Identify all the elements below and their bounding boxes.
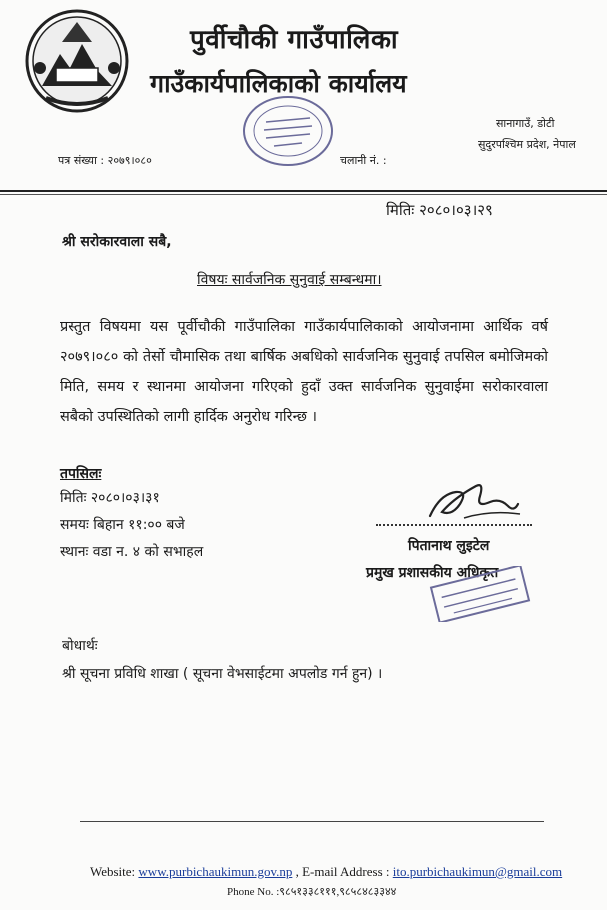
- website-label: Website:: [90, 864, 136, 879]
- signatory-name: पितानाथ लुइटेल: [408, 538, 490, 554]
- address-line-1: सानागाउँ, डोटी: [496, 117, 555, 130]
- signature-icon: [420, 474, 525, 524]
- dispatch-number: चलानी नं. :: [340, 154, 387, 167]
- footer-contact: [90, 864, 562, 880]
- signatory-designation: प्रमुख प्रशासकीय अधिकृत: [366, 565, 499, 581]
- cc-heading: बोधार्थः: [62, 638, 98, 654]
- email-label: , E-mail Address :: [295, 864, 390, 879]
- details-venue: स्थानः वडा न. ४ को सभाहल: [60, 544, 204, 560]
- address-line-2: सुदुरपश्चिम प्रदेश, नेपाल: [478, 138, 576, 151]
- municipality-title: पुर्वीचौकी गाउँपालिका: [190, 25, 399, 55]
- details-date: मितिः २०८०।०३।३१: [60, 490, 160, 506]
- footer-phone: Phone No. :९८५१३३८१११,९८५८४८३३४४: [227, 886, 397, 898]
- email-link[interactable]: ito.purbichaukimun@gmail.com: [392, 864, 563, 879]
- letter-subject: विषयः सार्वजनिक सुनुवाई सम्बन्धमा।: [197, 272, 382, 288]
- footer-divider: [80, 821, 544, 822]
- nepal-emblem-icon: [22, 6, 132, 116]
- reference-number: पत्र संख्या : २०७९।०८०: [58, 154, 152, 167]
- letter-body: प्रस्तुत विषयमा यस पूर्वीचौकी गाउँपालिका गाउँकार्यपालिकाको आयोजनामा आर्थिक वर्ष २०७९।०८० को तेर्सो चौमासिक तथा बार्षिक अबधिको सार्वजनिक सुनुवाई तपसिल बमोजिमको मिति, समय र स्थानमा आयोजना गरिएको हुदाँ उक्त सार्वजनिक सुनुवाईमा सरोकारवाला सबैको उपस्थितिको लागी हार्दिक अनुरोध गरिन्छ ।: [60, 319, 548, 425]
- website-link[interactable]: www.purbichaukimun.gov.np: [138, 864, 293, 879]
- letter-date: मितिः २०८०।०३।२९: [386, 201, 493, 219]
- cc-recipient: श्री सूचना प्रविधि शाखा ( सूचना वेभसाईटमा अपलोड गर्न हुन) ।: [62, 666, 383, 682]
- details-time: समयः बिहान ११:०० बजे: [60, 517, 185, 533]
- office-seal-stamp: [240, 92, 336, 170]
- header-divider: [0, 190, 607, 192]
- salutation: श्री सरोकारवाला सबै,: [62, 234, 172, 250]
- header-divider-thin: [0, 194, 607, 195]
- office-title: गाउँकार्यपालिकाको कार्यालय: [150, 69, 407, 98]
- officer-stamp: [424, 566, 536, 622]
- signature-line: [376, 524, 532, 526]
- details-heading: तपसिलः: [60, 466, 102, 482]
